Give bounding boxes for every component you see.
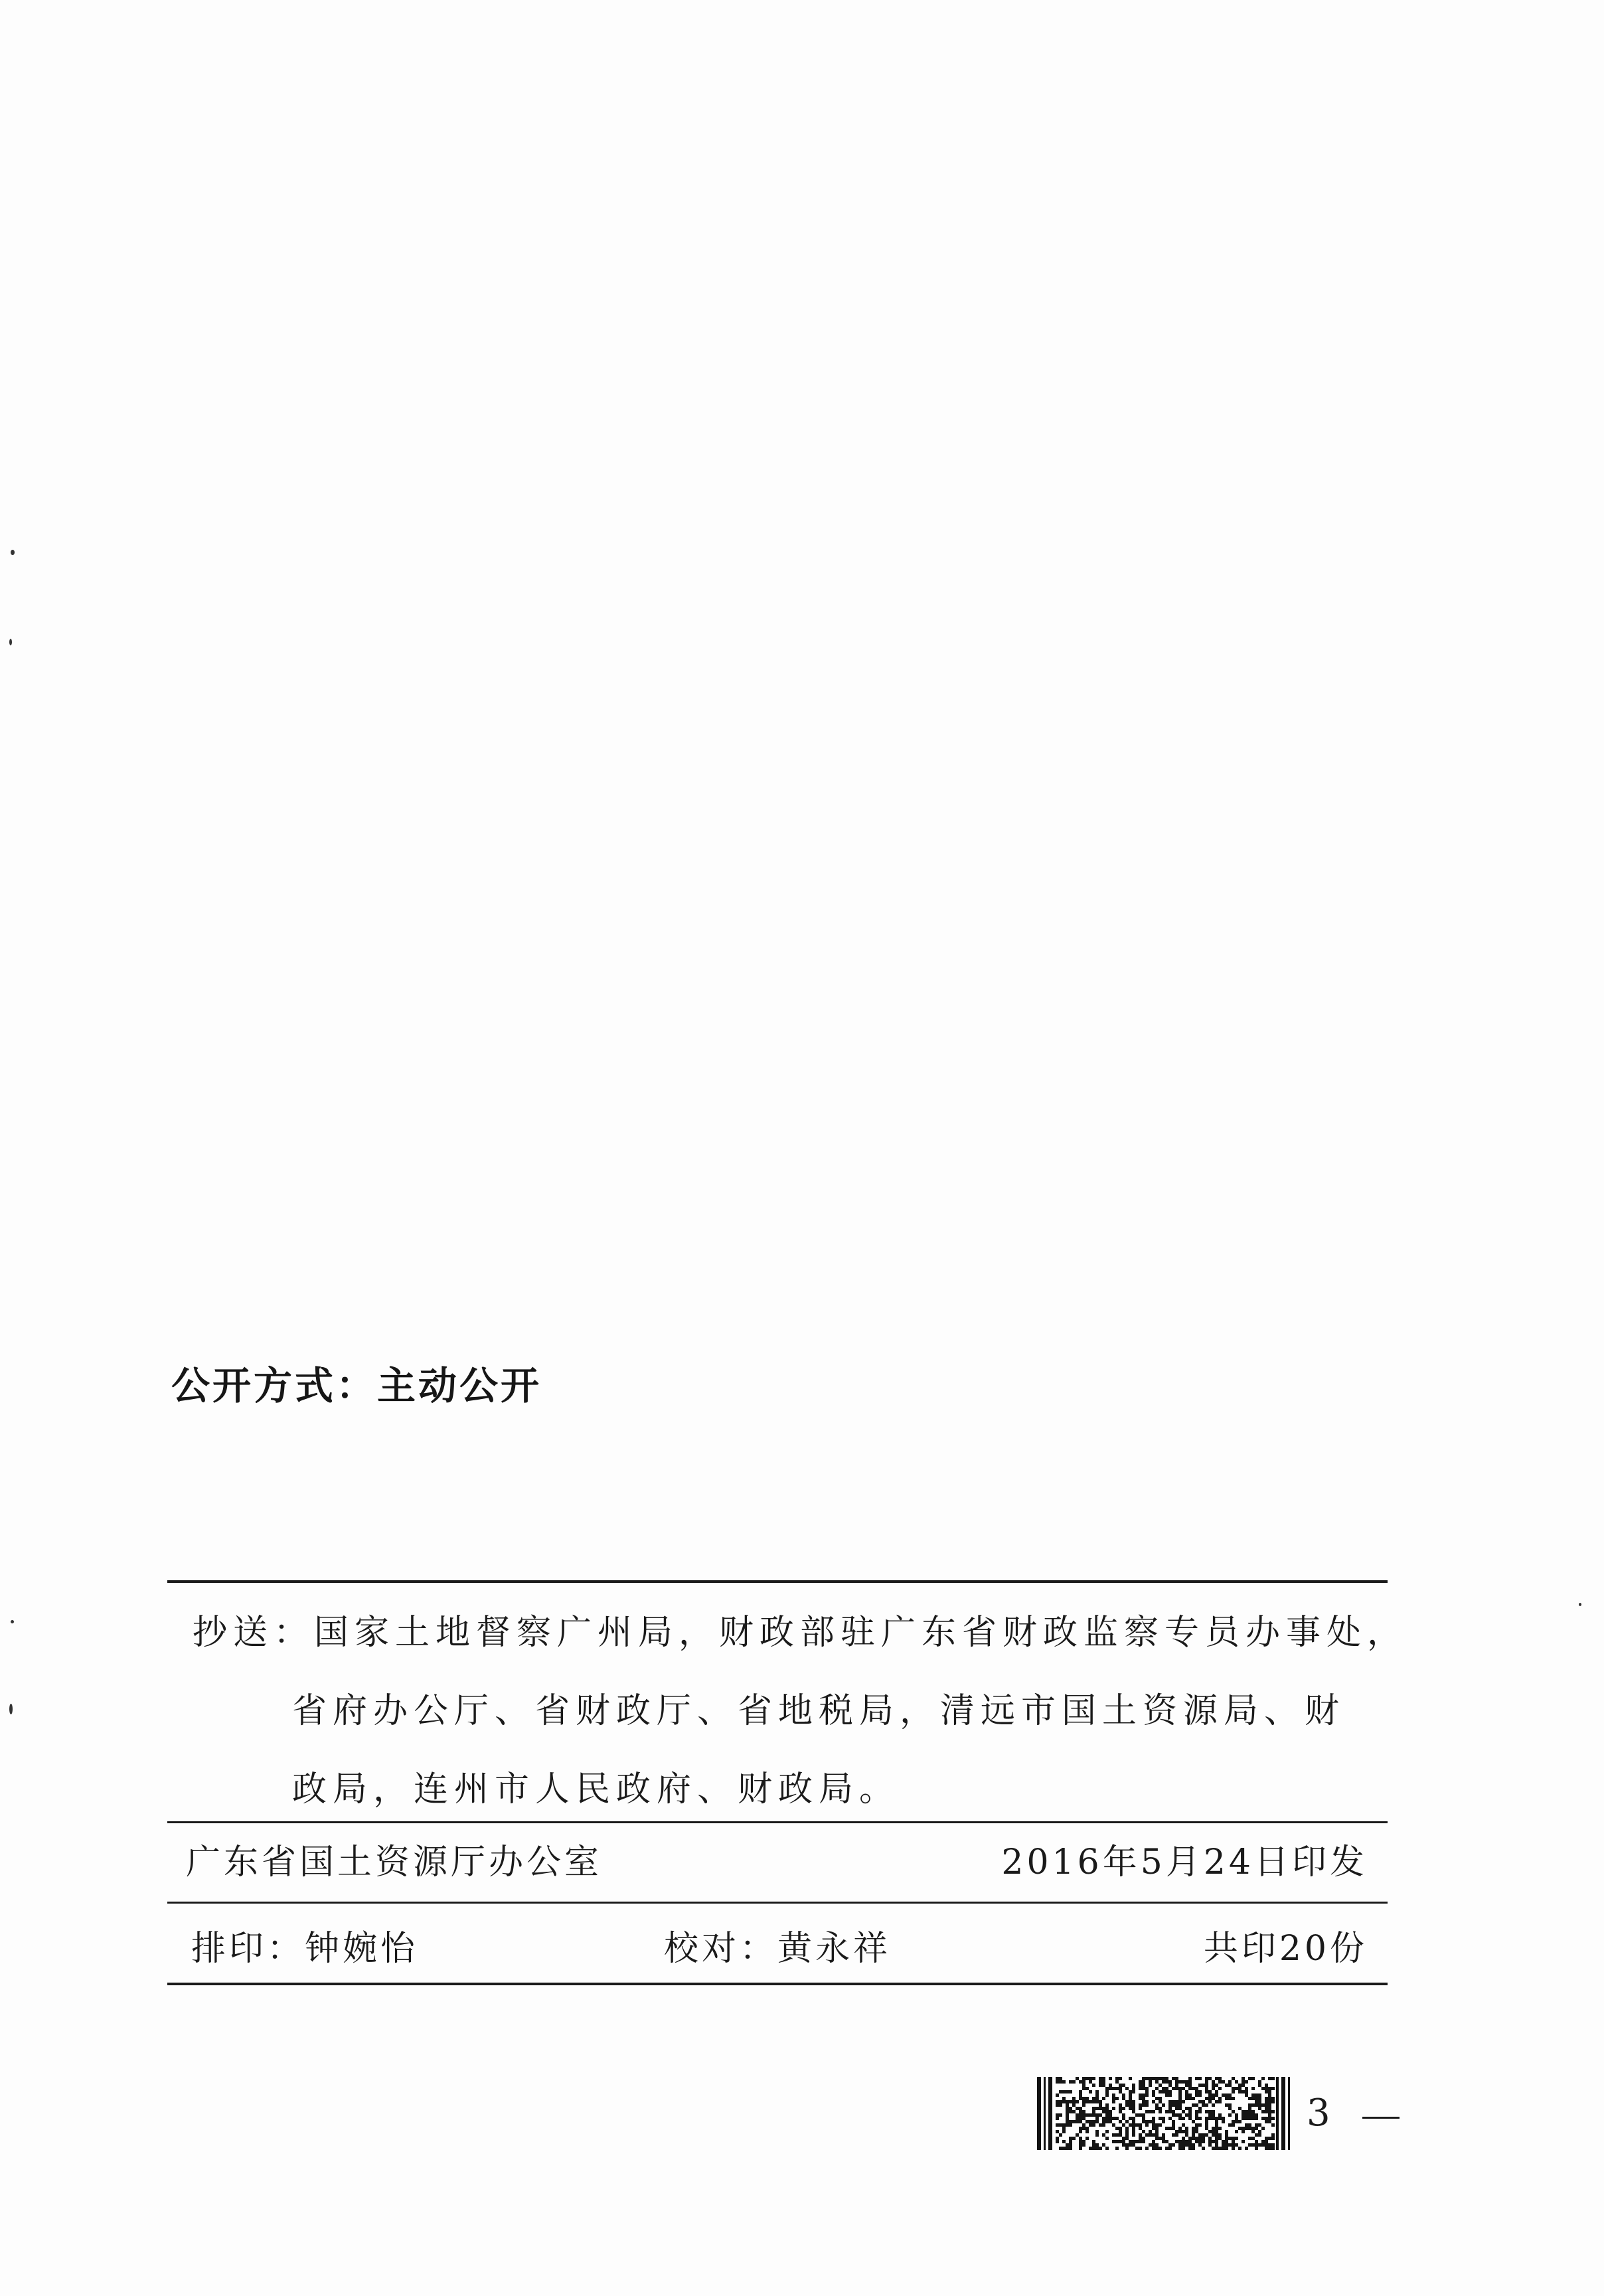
footer-bottom-rule [167, 1983, 1388, 1985]
scan-speck [9, 639, 12, 645]
cc-line-2: 省府办公厅、省财政厅、省地税局，清远市国土资源局、财 [292, 1691, 1346, 1731]
cc-recipients [193, 1594, 1408, 1829]
page-number: 3 [1307, 2091, 1330, 2135]
cc-top-rule [167, 1580, 1388, 1583]
cc-bottom-rule [167, 1821, 1388, 1823]
issuer-bottom-rule [167, 1902, 1388, 1904]
scan-speck [9, 1704, 13, 1714]
page-number-dash [1362, 2117, 1400, 2119]
issue-date: 2016年5月24日印发 [1001, 1843, 1368, 1882]
cc-line-1: 抄送：国家土地督察广州局，财政部驻广东省财政监察专员办事处， [193, 1613, 1408, 1653]
issuer-row [186, 1833, 1368, 1892]
issuing-office: 广东省国土资源厅办公室 [186, 1843, 603, 1882]
typesetter: 排印：钟婉怡 [191, 1929, 419, 1969]
scan-speck [1579, 1603, 1581, 1606]
scan-speck [11, 1620, 14, 1623]
disclosure-method: 公开方式：主动公开 [171, 1363, 542, 1408]
cc-line-3: 政局，连州市人民政府、财政局。 [292, 1769, 900, 1809]
proofreader: 校对：黄永祥 [664, 1929, 892, 1969]
barcode-icon [1037, 2077, 1291, 2150]
barcode-matrix [1056, 2077, 1275, 2150]
scan-speck [11, 550, 15, 555]
copies-printed: 共印20份 [1203, 1929, 1368, 1969]
